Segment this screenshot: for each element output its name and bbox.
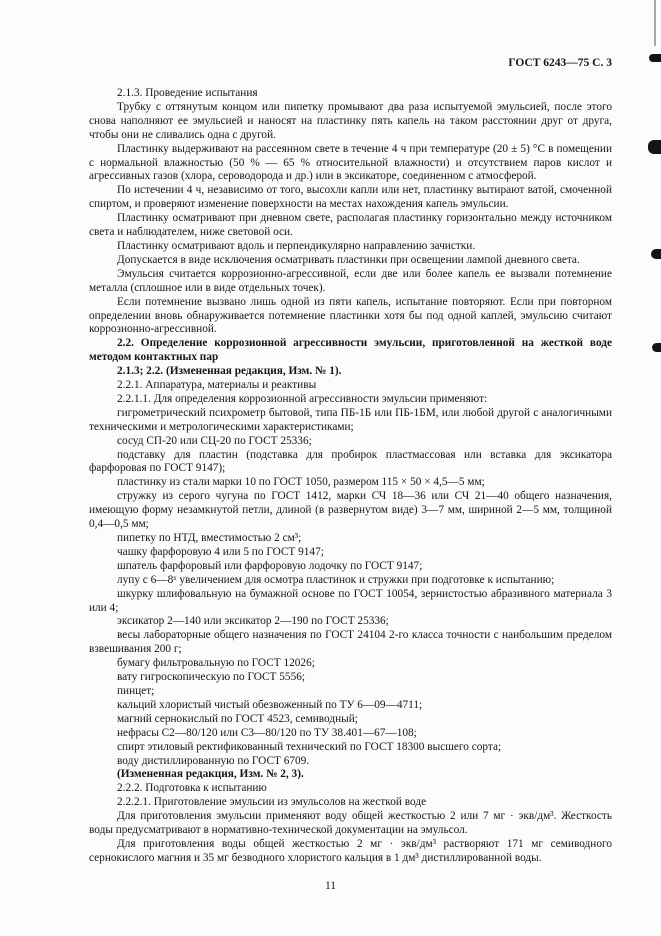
paragraph xyxy=(89,476,612,490)
paragraph-run: 2.2.2. Подготовка к испытанию xyxy=(117,782,267,795)
paragraph-run: 2.2.1.1. Для определения коррозионной агрессивности эмульсии применяют: xyxy=(117,392,488,405)
paragraph-run: чашку фарфоровую 4 или 5 по ГОСТ 9147; xyxy=(117,545,324,558)
paragraph-run: Пластинку осматривают вдоль и перпендикулярно направлению зачистки. xyxy=(117,239,476,252)
paragraph xyxy=(89,407,612,435)
page-number: 11 xyxy=(324,880,337,892)
paragraph xyxy=(89,768,612,782)
paragraph-run: гигрометрический психрометр бытовой, типа ПБ-1Б или ПБ-1БМ, или любой другой с аналогичными техническими и метрологическими характеристиками; xyxy=(89,406,612,433)
paragraph-run: Пластинку осматривают при дневном свете, располагая пластинку горизонтально между источником света и наблюдателем, ниже световой оси. xyxy=(89,212,612,239)
paragraph xyxy=(89,629,612,657)
paragraph-run: спирт этиловый ректификованный технический по ГОСТ 18300 высшего сорта; xyxy=(117,740,502,753)
paragraph-run: бумагу фильтровальную по ГОСТ 12026; xyxy=(117,657,315,670)
paragraph xyxy=(89,532,612,546)
paragraph-run: Пластинку выдерживают на рассеянном свете в течение 4 ч при температуре (20 ± 5) °С в помещении с нормальной влажностью (50 % — 65 % относительной влажности) и отсутствием паров кислот и агрессивных газов (хлора, сероводорода и др.) или в эксикаторе, соединенном с атмосферой. xyxy=(89,142,612,183)
paragraph-run: Трубку с оттянутым концом или пипетку промывают два раза испытуемой эмульсией, после этого снова наполняют ее эмульсией и наносят на пластинку пять капель на таком расстоянии друг от друга, чтобы они не сливались одна с другой. xyxy=(89,100,612,141)
paragraph-run: 2.1.3. Проведение испытания xyxy=(117,87,258,99)
paragraph-run: шкурку шлифовальную на бумажной основе по ГОСТ 10054, зернистостью абразивного материала 3 или 4; xyxy=(89,587,612,614)
paragraph-run: (Измененная редакция, Изм. № 2, 3). xyxy=(117,768,304,781)
paragraph-run: Для приготовления воды общей жесткостью 2 мг · экв/дм³ растворяют 171 мг семиводного сернокислого магния и 35 мг безводного хлористого кальция в 1 дм³ дистиллированной воды. xyxy=(89,837,612,864)
paragraph xyxy=(89,727,612,741)
paragraph xyxy=(89,184,612,212)
paragraph-run: эксикатор 2—140 или эксикатор 2—190 по ГОСТ 25336; xyxy=(117,615,389,628)
paragraph xyxy=(89,212,612,240)
scan-artifact-1 xyxy=(649,54,661,62)
paragraph xyxy=(89,782,612,796)
paragraph-run: Эмульсия считается коррозионно-агрессивной, если две или более капель ее вызвали потемнение металла (сплошное или в виде отдельных точек). xyxy=(89,267,612,294)
paragraph xyxy=(89,838,612,866)
paragraph xyxy=(89,741,612,755)
paragraph xyxy=(89,810,612,838)
paragraph xyxy=(89,671,612,685)
paragraph xyxy=(89,615,612,629)
paragraph-run: сосуд СП-20 или СЦ-20 по ГОСТ 25336; xyxy=(117,434,312,447)
paragraph-run: подставку для пластин (подставка для пробирок пластмассовая или вставка для эксикатора фарфоровая по ГОСТ 9147); xyxy=(89,448,612,475)
paragraph xyxy=(89,574,612,588)
paragraph-run: Если потемнение вызвано лишь одной из пяти капель, испытание повторяют. Если при повторном определении вновь обнаруживается потемнение пластинки хотя бы под одной каплей, эмульсию считают коррозионно-агрессивной. xyxy=(89,295,612,336)
scan-artifact-edge-line xyxy=(654,0,656,46)
paragraph-run: пинцет; xyxy=(117,684,155,697)
paragraph xyxy=(89,435,612,449)
paragraph-run: воду дистиллированную по ГОСТ 6709. xyxy=(117,754,310,767)
paragraph xyxy=(89,713,612,727)
paragraph-run: вату гигроскопическую по ГОСТ 5556; xyxy=(117,671,306,684)
paragraph-run: пластинку из стали марки 10 по ГОСТ 1050, размером 115 × 50 × 4,5—5 мм; xyxy=(117,476,485,489)
paragraph xyxy=(89,755,612,769)
paragraph-run: лупу с 6—8ˣ увеличением для осмотра пластинок и стружки при подготовке к испытанию; xyxy=(117,573,555,586)
document-body xyxy=(89,87,612,866)
paragraph xyxy=(89,365,612,379)
paragraph xyxy=(89,393,612,407)
paragraph xyxy=(89,379,612,393)
scan-artifact-3 xyxy=(651,249,661,259)
paragraph xyxy=(89,254,612,268)
paragraph-run: кальций хлористый чистый обезвоженный по ТУ 6—09—4711; xyxy=(117,698,423,711)
paragraph xyxy=(89,685,612,699)
paragraph xyxy=(89,657,612,671)
paragraph-run: Допускается в виде исключения осматривать пластинки при освещении лампой дневного света. xyxy=(117,253,580,266)
paragraph xyxy=(89,240,612,254)
scan-artifact-4 xyxy=(652,343,661,352)
paragraph-run: 2.2.1. Аппаратура, материалы и реактивы xyxy=(117,379,317,392)
paragraph xyxy=(89,699,612,713)
paragraph-run: Для приготовления эмульсии применяют воду общей жесткостью 2 или 7 мг · экв/дм³. Жесткость воды предусматривают в нормативно-технической документации на эмульсол. xyxy=(89,810,612,837)
paragraph xyxy=(89,560,612,574)
paragraph-run: магний сернокислый по ГОСТ 4523, семиводный; xyxy=(117,712,358,725)
paragraph-run: стружку из серого чугуна по ГОСТ 1412, марки СЧ 18—36 или СЧ 21—40 общего назначения, имеющую форму незамкнутой петли, длиной (в развернутом виде) 3—7 мм, шириной 2—5 мм, толщиной 0,4—0,5 мм; xyxy=(89,490,612,531)
paragraph xyxy=(89,101,612,143)
paragraph xyxy=(89,588,612,616)
paragraph xyxy=(89,143,612,185)
paragraph-run: 2.1.3; 2.2. (Измененная редакция, Изм. № 1). xyxy=(117,365,342,378)
paragraph-run: пипетку по НТД, вместимостью 2 см³; xyxy=(117,532,302,544)
paragraph-run: шпатель фарфоровый или фарфоровую лодочку по ГОСТ 9147; xyxy=(117,559,423,572)
paragraph xyxy=(89,87,612,101)
paragraph xyxy=(89,796,612,810)
document-header-reference: ГОСТ 6243—75 С. 3 xyxy=(508,57,612,69)
paragraph-run: 2.2. Определение коррозионной агрессивности эмульсии, приготовленной на жесткой воде методом контактных пар xyxy=(89,337,612,364)
paragraph xyxy=(89,268,612,296)
paragraph xyxy=(89,449,612,477)
paragraph xyxy=(89,546,612,560)
paragraph-run: По истечении 4 ч, независимо от того, высохли капли или нет, пластинку вытирают ватой, смоченной спиртом, и проверяют изменение поверхности на местах нахождения капель эмульсии. xyxy=(89,184,612,211)
paragraph-run: весы лабораторные общего назначения по ГОСТ 24104 2-го класса точности с наибольшим пределом взвешивания 200 г; xyxy=(89,629,612,656)
paragraph xyxy=(89,296,612,338)
paragraph-run: нефрасы С2—80/120 или С3—80/120 по ТУ 38.401—67—108; xyxy=(117,726,417,739)
paragraph xyxy=(89,490,612,532)
scan-artifact-2 xyxy=(648,140,661,154)
paragraph-run: 2.2.2.1. Приготовление эмульсии из эмульсолов на жесткой воде xyxy=(117,796,427,809)
paragraph xyxy=(89,337,612,365)
